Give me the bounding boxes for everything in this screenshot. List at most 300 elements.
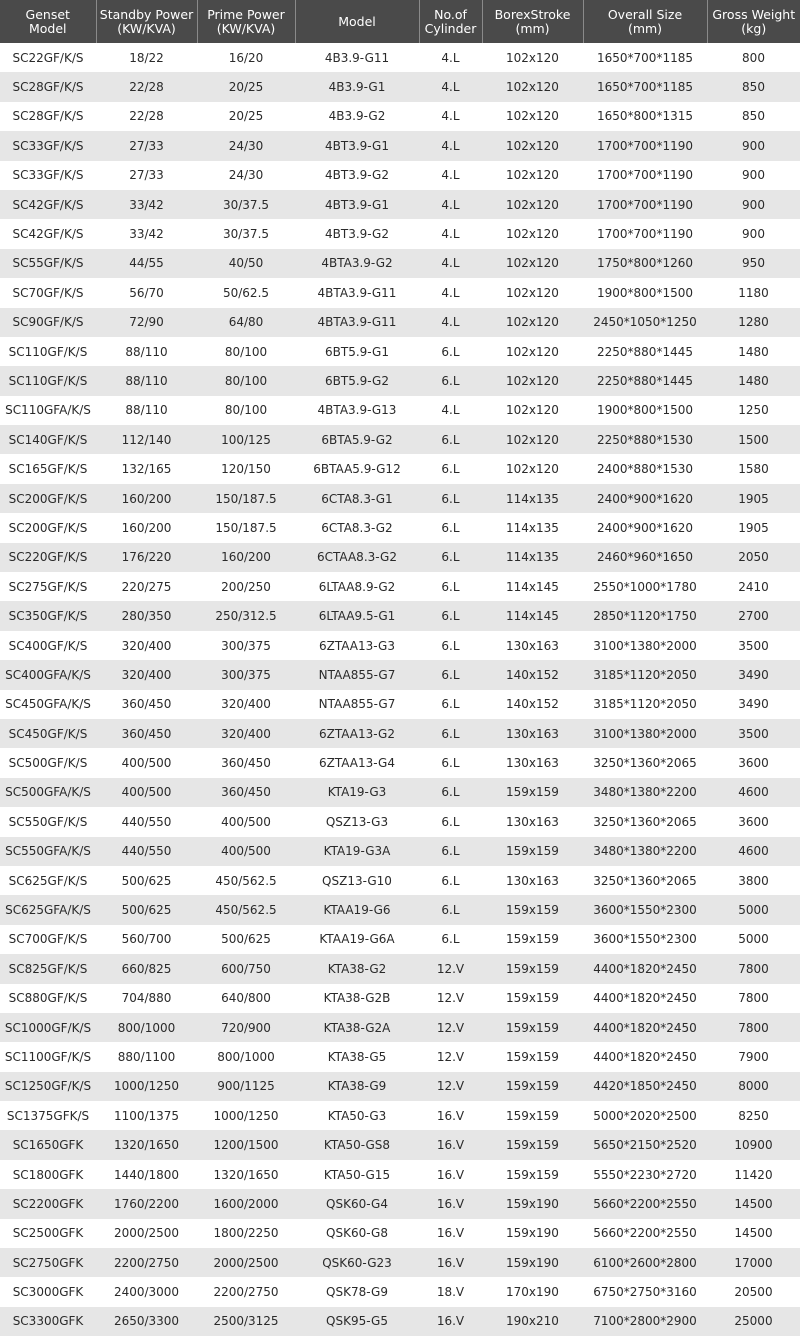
cell-overall-size: 7100*2800*2900 [593,1314,697,1329]
header-label-line: Overall Size [607,6,683,22]
cell-cylinders: 12.V [436,961,465,976]
cell-cylinders: 12.V [436,1079,465,1094]
cell-standby-power: 22/28 [129,80,164,95]
cell-bore-stroke: 102x120 [506,138,559,153]
cell-overall-size: 1700*700*1190 [597,197,693,212]
cell-bore-stroke: 159x159 [506,1108,559,1123]
cell-prime-power: 20/25 [228,80,264,95]
header-engine-model [295,0,419,43]
table-row [0,190,800,219]
cell-bore-stroke: 159x159 [506,785,559,800]
cell-engine-model: 6CTA8.3-G1 [321,491,393,506]
cell-standby-power: 500/625 [121,873,172,888]
cell-engine-model: QSK60-G4 [326,1196,388,1211]
cell-cylinders: 6.L [441,609,460,624]
table-row [0,1219,800,1248]
header-genset-model [0,0,96,43]
cell-standby-power: 880/1100 [117,1049,176,1064]
cell-bore-stroke: 140x152 [506,667,559,682]
header-label-line: Model [28,20,67,36]
header-gross-weight [707,0,800,43]
cell-bore-stroke: 190x210 [506,1314,559,1329]
cell-cylinders: 6.L [441,638,460,653]
cell-standby-power: 72/90 [129,315,164,330]
cell-genset-model: SC42GF/K/S [12,227,84,242]
cell-engine-model: QSZ13-G3 [325,814,389,829]
cell-cylinders: 6.L [441,432,460,447]
cell-engine-model: KTA38-G9 [327,1079,387,1094]
cell-prime-power: 600/750 [221,961,271,976]
cell-prime-power: 30/37.5 [222,197,270,212]
cell-cylinders: 4.L [441,315,460,330]
cell-overall-size: 3250*1360*2065 [593,756,697,771]
cell-genset-model: SC3000GFK [12,1285,84,1300]
cell-bore-stroke: 114x145 [506,609,559,624]
cell-engine-model: 6ZTAA13-G2 [319,726,395,741]
cell-genset-model: SC110GF/K/S [8,373,88,388]
cell-bore-stroke: 159x190 [506,1226,559,1241]
cell-standby-power: 33/42 [129,227,164,242]
cell-engine-model: 6CTA8.3-G2 [321,520,393,535]
cell-standby-power: 360/450 [121,726,172,741]
cell-standby-power: 400/500 [121,785,172,800]
cell-cylinders: 6.L [441,756,460,771]
table-row [0,984,800,1013]
cell-standby-power: 18/22 [129,50,164,65]
table-row [0,1307,800,1336]
cell-genset-model: SC140GF/K/S [8,432,88,447]
cell-gross-weight: 3800 [738,873,769,888]
cell-standby-power: 360/450 [121,697,172,712]
table-row [0,837,800,866]
cell-gross-weight: 1480 [738,373,769,388]
cell-overall-size: 2400*880*1530 [597,462,693,477]
cell-cylinders: 16.V [436,1196,465,1211]
cell-overall-size: 2550*1000*1780 [593,579,697,594]
cell-gross-weight: 7900 [738,1049,769,1064]
cell-overall-size: 2250*880*1445 [597,344,693,359]
cell-cylinders: 4.L [441,80,460,95]
table-row [0,513,800,542]
cell-standby-power: 27/33 [129,168,164,183]
cell-engine-model: 4B3.9-G2 [328,109,386,124]
cell-cylinders: 18.V [436,1285,465,1300]
cell-genset-model: SC42GF/K/S [12,197,84,212]
cell-overall-size: 6750*2750*3160 [593,1285,697,1300]
cell-gross-weight: 4600 [738,844,769,859]
table-row [0,543,800,572]
cell-engine-model: KTAA19-G6A [319,932,395,947]
cell-genset-model: SC1650GFK [12,1138,84,1153]
cell-overall-size: 1650*700*1185 [597,50,693,65]
cell-overall-size: 3100*1380*2000 [593,726,697,741]
cell-cylinders: 4.L [441,138,460,153]
table-row [0,161,800,190]
cell-bore-stroke: 159x159 [506,1020,559,1035]
cell-standby-power: 176/220 [121,550,172,565]
cell-genset-model: SC70GF/K/S [12,285,84,300]
cell-engine-model: 4BT3.9-G1 [325,138,389,153]
cell-genset-model: SC450GF/K/S [8,726,88,741]
cell-genset-model: SC2750GFK [12,1255,84,1270]
cell-bore-stroke: 102x120 [506,403,559,418]
cell-gross-weight: 5000 [738,903,769,918]
cell-bore-stroke: 102x120 [506,109,559,124]
table-row [0,425,800,454]
cell-prime-power: 300/375 [221,667,271,682]
table-row [0,631,800,660]
cell-standby-power: 88/110 [125,344,168,359]
table-row [0,660,800,689]
cell-genset-model: SC500GFA/K/S [5,785,91,800]
table-row [0,778,800,807]
cell-genset-model: SC200GF/K/S [8,491,88,506]
cell-genset-model: SC28GF/K/S [12,109,84,124]
cell-cylinders: 16.V [436,1255,465,1270]
cell-gross-weight: 900 [742,227,765,242]
cell-genset-model: SC625GF/K/S [8,873,88,888]
cell-genset-model: SC33GF/K/S [12,168,84,183]
cell-prime-power: 160/200 [221,550,271,565]
cell-cylinders: 12.V [436,1020,465,1035]
table-row [0,690,800,719]
cell-gross-weight: 4600 [738,785,769,800]
cell-overall-size: 1700*700*1190 [597,168,693,183]
cell-gross-weight: 1905 [738,491,769,506]
cell-gross-weight: 20500 [734,1285,773,1300]
cell-gross-weight: 3490 [738,667,769,682]
table-row [0,396,800,425]
cell-cylinders: 6.L [441,844,460,859]
cell-engine-model: 4BT3.9-G2 [325,168,389,183]
cell-overall-size: 1900*800*1500 [597,285,693,300]
header-bore-stroke [482,0,583,43]
cell-prime-power: 800/1000 [217,1049,275,1064]
cell-prime-power: 24/30 [228,138,264,153]
cell-standby-power: 160/200 [121,520,172,535]
cell-cylinders: 4.L [441,168,460,183]
cell-prime-power: 1600/2000 [213,1196,279,1211]
cell-prime-power: 30/37.5 [222,227,270,242]
header-label-line: Gross Weight [712,6,796,22]
cell-bore-stroke: 159x159 [506,961,559,976]
cell-engine-model: 6BT5.9-G2 [325,373,389,388]
cell-overall-size: 2400*900*1620 [597,491,693,506]
header-standby-power [96,0,197,43]
cell-prime-power: 1200/1500 [213,1138,279,1153]
cell-prime-power: 320/400 [221,726,271,741]
cell-prime-power: 2500/3125 [213,1314,279,1329]
cell-standby-power: 400/500 [121,756,172,771]
cell-prime-power: 50/62.5 [222,285,270,300]
header-label-line: (KW/KVA) [117,20,176,36]
header-label-line: (kg) [741,20,767,36]
cell-gross-weight: 3600 [738,756,769,771]
cell-genset-model: SC450GFA/K/S [5,697,91,712]
cell-overall-size: 4400*1820*2450 [593,991,697,1006]
cell-gross-weight: 14500 [734,1196,773,1211]
cell-engine-model: KTA19-G3A [323,844,391,859]
cell-overall-size: 3480*1380*2200 [593,785,697,800]
cell-engine-model: QSK78-G9 [326,1285,388,1300]
cell-cylinders: 16.V [436,1167,465,1182]
cell-engine-model: 6ZTAA13-G3 [319,638,395,653]
table-header [0,0,800,43]
cell-genset-model: SC2500GFK [12,1226,84,1241]
cell-prime-power: 24/30 [228,168,264,183]
cell-prime-power: 80/100 [224,403,268,418]
cell-bore-stroke: 159x159 [506,1138,559,1153]
table-row [0,249,800,278]
cell-bore-stroke: 130x163 [506,873,559,888]
cell-standby-power: 500/625 [121,903,172,918]
table-row [0,1277,800,1306]
cell-standby-power: 2650/3300 [113,1314,180,1329]
cell-prime-power: 640/800 [221,991,271,1006]
header-overall-size [583,0,707,43]
cell-engine-model: 6BT5.9-G1 [325,344,389,359]
cell-prime-power: 1800/2250 [213,1226,279,1241]
cell-standby-power: 88/110 [125,403,168,418]
cell-gross-weight: 3500 [738,726,769,741]
cell-engine-model: 4BT3.9-G2 [325,227,389,242]
cell-gross-weight: 1580 [738,462,769,477]
cell-gross-weight: 17000 [734,1255,773,1270]
cell-gross-weight: 850 [742,109,765,124]
table-row [0,43,800,72]
cell-cylinders: 6.L [441,344,460,359]
cell-cylinders: 4.L [441,256,460,271]
cell-engine-model: 6LTAA9.5-G1 [318,609,396,624]
cell-engine-model: KTA50-G3 [327,1108,387,1123]
cell-prime-power: 900/1125 [217,1079,275,1094]
cell-bore-stroke: 130x163 [506,756,559,771]
header-label-line: Cylinder [424,20,477,36]
cell-overall-size: 4400*1820*2450 [593,961,697,976]
cell-genset-model: SC110GFA/K/S [5,403,91,418]
cell-engine-model: 4BTA3.9-G11 [317,315,397,330]
table-row [0,719,800,748]
cell-gross-weight: 2410 [738,579,769,594]
cell-engine-model: NTAA855-G7 [318,697,396,712]
cell-prime-power: 360/450 [221,756,271,771]
cell-engine-model: KTA38-G2B [323,991,391,1006]
header-label-line: Model [338,13,376,29]
cell-bore-stroke: 159x159 [506,1079,559,1094]
cell-engine-model: KTA19-G3 [327,785,387,800]
cell-engine-model: KTA50-G15 [323,1167,391,1182]
cell-standby-power: 704/880 [121,991,172,1006]
table-row [0,337,800,366]
table-row [0,895,800,924]
header-label-line: Genset [25,6,70,22]
header-label-line: BorexStroke [494,6,571,22]
cell-bore-stroke: 102x120 [506,80,559,95]
cell-prime-power: 720/900 [221,1020,271,1035]
cell-genset-model: SC200GF/K/S [8,520,88,535]
cell-bore-stroke: 102x120 [506,227,559,242]
cell-cylinders: 6.L [441,932,460,947]
cell-bore-stroke: 159x159 [506,1167,559,1182]
cell-genset-model: SC1375GFK/S [6,1108,90,1123]
cell-overall-size: 1750*800*1260 [597,256,693,271]
table-row [0,1013,800,1042]
cell-prime-power: 360/450 [221,785,271,800]
table-row [0,308,800,337]
cell-gross-weight: 1480 [738,344,769,359]
cell-cylinders: 4.L [441,227,460,242]
cell-bore-stroke: 159x159 [506,991,559,1006]
cell-engine-model: QSK60-G8 [326,1226,388,1241]
cell-standby-power: 560/700 [121,932,172,947]
cell-gross-weight: 8000 [738,1079,769,1094]
cell-gross-weight: 1280 [738,315,769,330]
table-row [0,807,800,836]
cell-engine-model: QSZ13-G10 [322,873,392,888]
cell-bore-stroke: 102x120 [506,344,559,359]
cell-standby-power: 2000/2500 [113,1226,180,1241]
table-row [0,72,800,101]
cell-prime-power: 200/250 [221,579,271,594]
cell-overall-size: 5000*2020*2500 [593,1108,697,1123]
header-label-line: (mm) [627,20,663,36]
cell-overall-size: 5660*2200*2550 [593,1226,697,1241]
cell-bore-stroke: 114x135 [506,520,559,535]
cell-prime-power: 16/20 [228,50,264,65]
cell-engine-model: KTA38-G2 [327,961,387,976]
cell-cylinders: 4.L [441,109,460,124]
cell-genset-model: SC28GF/K/S [12,80,84,95]
cell-prime-power: 320/400 [221,697,271,712]
cell-genset-model: SC550GF/K/S [8,814,88,829]
cell-standby-power: 27/33 [129,138,164,153]
table-row [0,748,800,777]
table-row [0,131,800,160]
cell-gross-weight: 7800 [738,961,769,976]
cell-overall-size: 4420*1850*2450 [593,1079,697,1094]
cell-bore-stroke: 114x135 [506,550,559,565]
cell-bore-stroke: 102x120 [506,462,559,477]
cell-standby-power: 280/350 [121,609,172,624]
cell-cylinders: 16.V [436,1138,465,1153]
header-label-line: No.of [434,6,467,22]
cell-bore-stroke: 159x159 [506,1049,559,1064]
cell-bore-stroke: 159x190 [506,1196,559,1211]
cell-engine-model: 4BTA3.9-G11 [317,285,397,300]
cell-engine-model: KTAA19-G6 [323,903,391,918]
cell-gross-weight: 7800 [738,1020,769,1035]
table-row [0,1072,800,1101]
cell-standby-power: 1000/1250 [113,1079,180,1094]
cell-gross-weight: 2050 [738,550,769,565]
cell-overall-size: 3185*1120*2050 [593,697,697,712]
cell-standby-power: 320/400 [121,667,172,682]
cell-prime-power: 2000/2500 [213,1255,279,1270]
cell-cylinders: 6.L [441,903,460,918]
table-row [0,601,800,630]
cell-cylinders: 6.L [441,462,460,477]
cell-overall-size: 2850*1120*1750 [593,609,697,624]
cell-prime-power: 100/125 [221,432,271,447]
table-row [0,1248,800,1277]
cell-standby-power: 440/550 [121,814,172,829]
cell-cylinders: 16.V [436,1314,465,1329]
cell-standby-power: 800/1000 [117,1020,176,1035]
table-row [0,219,800,248]
cell-prime-power: 450/562.5 [215,873,277,888]
cell-overall-size: 3250*1360*2065 [593,873,697,888]
cell-cylinders: 6.L [441,785,460,800]
table-row [0,925,800,954]
cell-engine-model: NTAA855-G7 [318,667,396,682]
cell-prime-power: 450/562.5 [215,903,277,918]
cell-gross-weight: 14500 [734,1226,773,1241]
header-label-line: Standby Power [99,6,194,22]
cell-cylinders: 6.L [441,667,460,682]
cell-gross-weight: 10900 [734,1138,773,1153]
cell-cylinders: 16.V [436,1108,465,1123]
cell-prime-power: 64/80 [228,315,264,330]
table-row [0,1160,800,1189]
cell-cylinders: 6.L [441,550,460,565]
cell-bore-stroke: 130x163 [506,638,559,653]
cell-overall-size: 3100*1380*2000 [593,638,697,653]
cell-gross-weight: 2700 [738,609,769,624]
cell-bore-stroke: 130x163 [506,814,559,829]
cell-engine-model: 4B3.9-G1 [328,80,386,95]
cell-cylinders: 6.L [441,373,460,388]
cell-bore-stroke: 102x120 [506,50,559,65]
cell-bore-stroke: 102x120 [506,432,559,447]
cell-standby-power: 1100/1375 [113,1108,180,1123]
cell-genset-model: SC2200GFK [12,1196,84,1211]
cell-cylinders: 12.V [436,991,465,1006]
cell-prime-power: 20/25 [228,109,264,124]
cell-gross-weight: 25000 [734,1314,773,1329]
cell-standby-power: 320/400 [121,638,172,653]
cell-cylinders: 6.L [441,697,460,712]
cell-bore-stroke: 140x152 [506,697,559,712]
cell-overall-size: 3250*1360*2065 [593,814,697,829]
cell-engine-model: KTA38-G5 [327,1049,387,1064]
cell-cylinders: 6.L [441,491,460,506]
cell-standby-power: 1440/1800 [113,1167,180,1182]
cell-overall-size: 5650*2150*2520 [593,1138,697,1153]
cell-genset-model: SC825GF/K/S [8,961,88,976]
cell-overall-size: 3185*1120*2050 [593,667,697,682]
cell-overall-size: 1900*800*1500 [597,403,693,418]
cell-bore-stroke: 159x190 [506,1255,559,1270]
header-label-line: (mm) [515,20,550,36]
cell-engine-model: QSK95-G5 [326,1314,388,1329]
cell-gross-weight: 3500 [738,638,769,653]
cell-engine-model: 6BTA5.9-G2 [321,432,393,447]
cell-gross-weight: 1180 [738,285,769,300]
cell-cylinders: 16.V [436,1226,465,1241]
cell-genset-model: SC55GF/K/S [12,256,84,271]
cell-overall-size: 1700*700*1190 [597,227,693,242]
cell-prime-power: 1320/1650 [213,1167,279,1182]
cell-genset-model: SC550GFA/K/S [5,844,91,859]
cell-bore-stroke: 102x120 [506,285,559,300]
table-row [0,572,800,601]
header-label-line: Prime Power [207,6,285,22]
cell-gross-weight: 1500 [738,432,769,447]
cell-bore-stroke: 102x120 [506,256,559,271]
cell-gross-weight: 3490 [738,697,769,712]
cell-gross-weight: 1250 [738,403,769,418]
cell-overall-size: 1700*700*1190 [597,138,693,153]
